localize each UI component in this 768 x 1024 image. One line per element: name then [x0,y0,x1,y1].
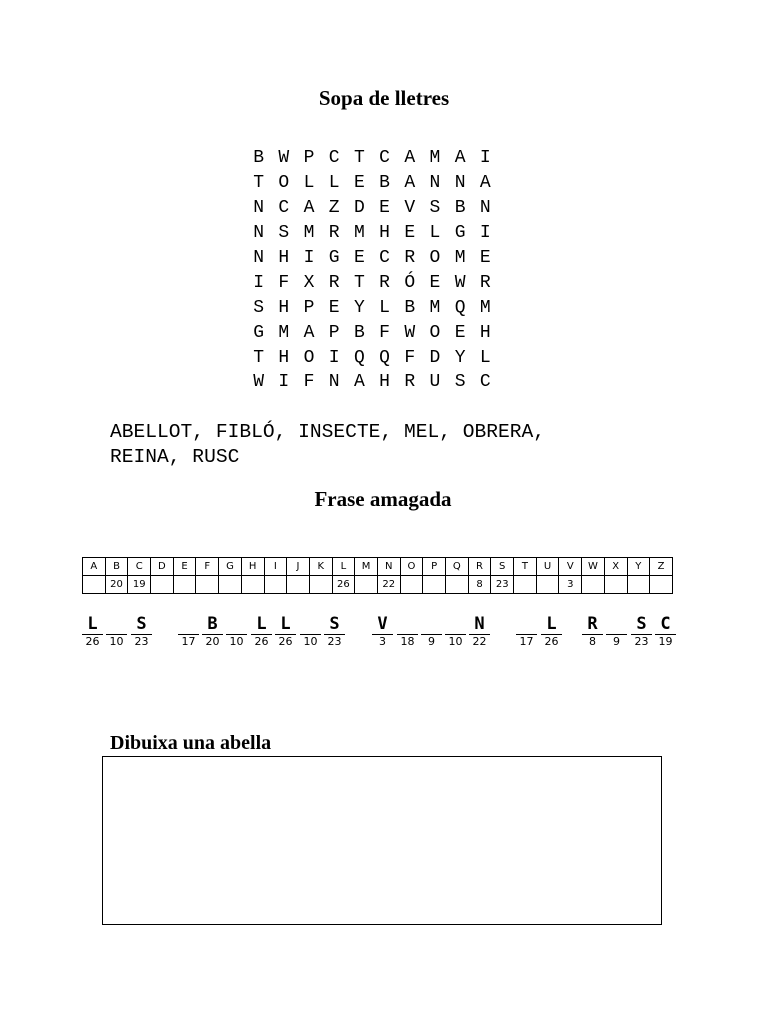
key-number-cell[interactable]: 19 [128,576,151,594]
key-letter-cell: L [332,558,355,576]
key-number-cell[interactable] [196,576,219,594]
grid-row [246,370,498,395]
phrase-letter: N [474,614,485,634]
grid-letter[interactable]: F [278,272,290,293]
grid-letter[interactable]: A [353,372,365,393]
grid-letter[interactable]: E [404,223,416,244]
key-letter-cell: D [151,558,174,576]
key-letter-cell: A [83,558,106,576]
phrase-letter: S [329,614,340,634]
grid-letter[interactable]: X [303,272,315,293]
grid-letter[interactable]: R [479,272,491,293]
grid-letter[interactable]: F [303,372,315,393]
key-letter-cell: W [582,558,605,576]
phrase-letter: L [546,614,557,634]
phrase-number: 26 [278,635,293,648]
grid-letter[interactable]: R [379,272,390,293]
grid-letter[interactable]: H [278,297,290,318]
grid-letter[interactable]: O [429,322,441,343]
phrase-slot[interactable] [178,612,199,649]
key-number-cell[interactable] [219,576,242,594]
grid-letter[interactable]: E [353,173,365,194]
key-letter-cell: V [559,558,582,576]
grid-letter[interactable]: Y [454,347,466,368]
key-number-cell[interactable] [151,576,174,594]
phrase-slot[interactable] [275,612,296,649]
phrase-slot[interactable] [372,612,393,649]
phrase-number: 10 [109,635,124,648]
grid-letter[interactable]: C [479,372,491,393]
phrase-slot[interactable] [82,612,103,649]
grid-letter[interactable]: G [253,322,264,343]
phrase-number: 26 [254,635,269,648]
grid-letter[interactable]: Z [328,198,340,219]
key-number-cell[interactable] [446,576,469,594]
grid-letter[interactable]: I [479,223,491,244]
phrase-number: 26 [544,635,559,648]
key-number-cell[interactable]: 8 [468,576,491,594]
grid-letter[interactable]: N [479,198,491,219]
phrase-slot[interactable] [469,612,490,649]
phrase-number: 17 [181,635,196,648]
phrase-slot[interactable] [541,612,562,649]
phrase-slot[interactable] [516,612,537,649]
grid-letter[interactable]: D [353,198,365,219]
key-letter-cell: S [491,558,514,576]
grid-letter[interactable]: A [303,322,315,343]
grid-letter[interactable]: M [479,297,491,318]
grid-letter[interactable]: L [379,297,390,318]
phrase-number: 18 [400,635,415,648]
grid-letter[interactable]: P [328,322,340,343]
phrase-number: 10 [229,635,244,648]
phrase-number: 8 [589,635,596,648]
grid-row [246,171,498,196]
grid-letter[interactable]: L [328,173,340,194]
phrase-number: 23 [134,635,149,648]
grid-letter[interactable]: M [353,223,365,244]
grid-letter[interactable]: A [404,148,416,169]
key-letter-cell: N [377,558,400,576]
drawing-instruction: Dibuixa una abella [110,732,272,754]
page-title: Sopa de lletres [318,86,450,110]
grid-letter[interactable]: R [328,272,340,293]
key-letter-cell: K [309,558,332,576]
word-search-grid [246,146,498,395]
key-number-cell[interactable] [400,576,423,594]
grid-letter[interactable]: M [429,148,441,169]
grid-letter[interactable]: G [454,223,466,244]
key-letter-cell: T [514,558,537,576]
grid-letter[interactable]: M [278,322,290,343]
key-number-cell[interactable]: 26 [332,576,355,594]
grid-letter[interactable]: B [253,148,264,169]
grid-letter[interactable]: W [253,372,264,393]
phrase-slot[interactable] [421,612,442,649]
key-number-cell[interactable]: 22 [377,576,400,594]
grid-letter[interactable]: M [303,223,315,244]
grid-row [246,295,498,320]
grid-letter[interactable]: T [353,272,365,293]
grid-letter[interactable]: O [303,347,315,368]
phrase-number: 10 [303,635,318,648]
grid-letter[interactable]: R [404,248,416,268]
grid-letter[interactable]: A [303,198,315,219]
grid-letter[interactable]: T [353,148,365,169]
phrase-letter: R [587,614,598,634]
phrase-number: 3 [379,635,386,648]
grid-letter[interactable]: C [379,148,390,169]
phrase-number: 22 [472,635,487,648]
grid-letter[interactable]: O [429,248,441,268]
phrase-letter [421,612,442,634]
grid-letter[interactable]: Q [379,347,390,368]
phrase-number: 9 [613,635,620,648]
letter-code-key [82,557,673,594]
phrase-slot[interactable] [324,612,345,649]
phrase-number: 26 [85,635,100,648]
key-letter-cell: G [219,558,242,576]
grid-letter[interactable]: T [253,173,264,194]
key-number-cell[interactable] [83,576,106,594]
phrase-number: 23 [327,635,342,648]
grid-letter[interactable]: H [479,322,491,343]
grid-letter[interactable]: R [328,223,340,244]
grid-letter[interactable]: N [429,173,441,194]
grid-letter[interactable]: N [454,173,466,194]
grid-letter[interactable]: V [404,198,416,219]
phrase-number: 19 [658,635,673,648]
key-letter-cell: P [423,558,446,576]
key-letter-cell: O [400,558,423,576]
key-letter-cell: E [173,558,196,576]
phrase-letter: L [256,614,267,634]
phrase-letter: L [280,614,291,634]
key-letter-cell: Y [627,558,650,576]
grid-letter[interactable]: E [429,272,441,293]
phrase-slot[interactable] [226,612,247,649]
grid-letter[interactable]: C [328,148,340,169]
grid-letter[interactable]: C [278,198,290,219]
key-letters-row [83,558,673,576]
key-letter-cell: Z [650,558,673,576]
key-letter-cell: X [604,558,627,576]
phrase-slot[interactable] [445,612,466,649]
grid-letter[interactable]: L [303,173,315,194]
key-number-cell[interactable] [514,576,537,594]
grid-letter[interactable]: H [379,372,390,393]
key-number-cell[interactable] [536,576,559,594]
grid-letter[interactable]: E [328,297,340,318]
key-letter-cell: M [355,558,378,576]
key-number-cell[interactable] [173,576,196,594]
grid-letter[interactable]: I [479,148,491,169]
phrase-letter: V [377,614,388,634]
grid-letter[interactable]: S [429,198,441,219]
phrase-letter [226,612,247,634]
grid-letter[interactable]: E [353,248,365,268]
grid-letter[interactable]: L [479,347,491,368]
key-letter-cell: C [128,558,151,576]
phrase-slot[interactable] [251,612,272,649]
key-number-cell[interactable] [355,576,378,594]
grid-letter[interactable]: P [303,297,315,318]
phrase-slot[interactable] [606,612,627,649]
phrase-number: 10 [448,635,463,648]
grid-letter[interactable]: W [278,148,290,169]
phrase-letter [300,612,321,634]
key-numbers-row [83,576,673,594]
phrase-letter: L [87,614,98,634]
grid-letter[interactable]: C [379,248,390,268]
grid-letter[interactable]: D [429,347,441,368]
grid-letter[interactable]: B [379,173,390,194]
grid-letter[interactable]: G [328,248,340,268]
grid-letter[interactable]: W [404,322,416,343]
key-letter-cell: U [536,558,559,576]
grid-letter[interactable]: Ó [404,272,416,293]
grid-letter[interactable]: O [278,173,290,194]
phrase-letter [445,612,466,634]
grid-letter[interactable]: Q [454,297,466,318]
phrase-letter: S [136,614,147,634]
grid-row [246,221,498,246]
word-list-line-2: REINA, RUSC [110,446,240,468]
key-number-cell[interactable] [423,576,446,594]
key-letter-cell: F [196,558,219,576]
grid-letter[interactable]: Y [353,297,365,318]
phrase-number: 9 [428,635,435,648]
word-list-line-1: ABELLOT, FIBLÓ, INSECTE, MEL, OBRERA, [110,421,546,443]
grid-letter[interactable]: A [454,148,466,169]
key-number-cell[interactable] [627,576,650,594]
grid-letter[interactable]: L [429,223,441,244]
phrase-letter [397,612,418,634]
grid-letter[interactable]: N [253,248,264,268]
key-letter-cell: R [468,558,491,576]
phrase-letter [516,612,537,634]
grid-row [246,246,498,271]
grid-letter[interactable]: B [454,198,466,219]
grid-letter[interactable]: E [454,322,466,343]
grid-letter[interactable]: S [253,297,264,318]
grid-letter[interactable]: M [454,248,466,268]
key-number-cell[interactable] [241,576,264,594]
grid-letter[interactable]: H [278,248,290,268]
grid-row [246,146,498,171]
grid-letter[interactable]: T [253,347,264,368]
key-number-cell[interactable] [650,576,673,594]
key-letter-cell: J [287,558,310,576]
grid-letter[interactable]: H [278,347,290,368]
grid-letter[interactable]: R [404,372,416,393]
grid-row [246,320,498,345]
section-title-hidden-phrase: Frase amagada [314,487,452,511]
grid-row [246,345,498,370]
phrase-letter [606,612,627,634]
phrase-slot[interactable] [202,612,223,649]
key-letter-cell: I [264,558,287,576]
phrase-slot[interactable] [300,612,321,649]
grid-row [246,270,498,295]
phrase-slot[interactable] [655,612,676,649]
grid-letter[interactable]: N [253,198,264,219]
key-number-cell[interactable]: 23 [491,576,514,594]
key-number-cell[interactable] [604,576,627,594]
phrase-number: 17 [519,635,534,648]
grid-letter[interactable]: N [253,223,264,244]
phrase-letter: S [636,614,647,634]
key-letter-cell: B [105,558,128,576]
key-number-cell[interactable] [264,576,287,594]
grid-letter[interactable]: I [253,272,264,293]
grid-letter[interactable]: E [379,198,390,219]
phrase-slot[interactable] [106,612,127,649]
phrase-number: 23 [634,635,649,648]
grid-letter[interactable]: Q [353,347,365,368]
grid-letter[interactable]: I [328,347,340,368]
phrase-letter: C [660,614,671,634]
grid-letter[interactable]: I [303,248,315,268]
phrase-slot[interactable] [631,612,652,649]
grid-row [246,196,498,221]
grid-letter[interactable]: B [353,322,365,343]
phrase-letter [178,612,199,634]
grid-letter[interactable]: S [454,372,466,393]
key-letter-cell: H [241,558,264,576]
grid-letter[interactable]: W [454,272,466,293]
grid-letter[interactable]: A [479,173,491,194]
grid-letter[interactable]: H [379,223,390,244]
drawing-area[interactable] [102,756,662,925]
key-number-cell[interactable] [287,576,310,594]
phrase-letter: B [207,614,218,634]
grid-letter[interactable]: B [404,297,416,318]
grid-letter[interactable]: I [278,372,290,393]
grid-letter[interactable]: A [404,173,416,194]
grid-letter[interactable]: F [404,347,416,368]
grid-letter[interactable]: S [278,223,290,244]
grid-letter[interactable]: E [479,248,491,268]
phrase-slot[interactable] [582,612,603,649]
phrase-slot[interactable] [131,612,152,649]
grid-letter[interactable]: N [328,372,340,393]
grid-letter[interactable]: M [429,297,441,318]
word-list [110,420,545,470]
phrase-letter [106,612,127,634]
key-number-cell[interactable] [582,576,605,594]
key-number-cell[interactable] [309,576,332,594]
phrase-slot[interactable] [397,612,418,649]
key-number-cell[interactable]: 3 [559,576,582,594]
phrase-number: 20 [205,635,220,648]
key-letter-cell: Q [446,558,469,576]
grid-letter[interactable]: P [303,148,315,169]
grid-letter[interactable]: F [379,322,390,343]
key-number-cell[interactable]: 20 [105,576,128,594]
grid-letter[interactable]: U [429,372,441,393]
